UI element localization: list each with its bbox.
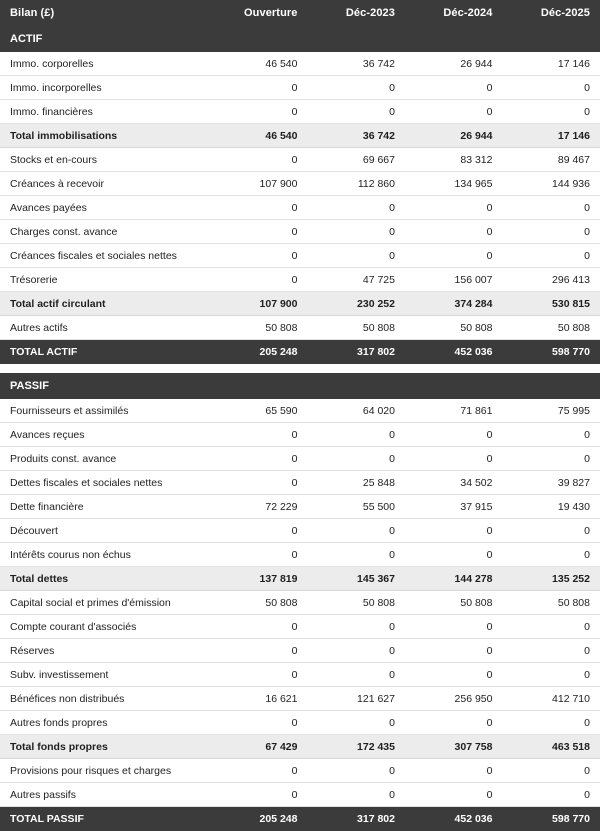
row-label: Total dettes — [0, 567, 210, 591]
total-row — [0, 340, 600, 364]
row-value-1: 112 860 — [308, 172, 406, 196]
row-value-0: 65 590 — [210, 399, 308, 423]
row-value-0: 0 — [210, 471, 308, 495]
table-header — [0, 0, 600, 26]
row-value-1: 0 — [308, 447, 406, 471]
row-value-3: 135 252 — [503, 567, 600, 591]
row-value-0: 50 808 — [210, 591, 308, 615]
table-row — [0, 244, 600, 268]
row-value-1: 0 — [308, 220, 406, 244]
table-row — [0, 172, 600, 196]
row-value-3: 0 — [503, 100, 600, 124]
row-value-2: 83 312 — [405, 148, 503, 172]
row-value-0: 72 229 — [210, 495, 308, 519]
row-value-1: 317 802 — [308, 340, 406, 364]
row-value-1: 25 848 — [308, 471, 406, 495]
row-value-2: 50 808 — [405, 316, 503, 340]
row-label: Créances fiscales et sociales nettes — [0, 244, 210, 268]
table-row — [0, 495, 600, 519]
row-label: TOTAL PASSIF — [0, 807, 210, 831]
table-row — [0, 519, 600, 543]
row-value-1: 145 367 — [308, 567, 406, 591]
row-value-2 — [405, 373, 503, 399]
row-value-1: 0 — [308, 423, 406, 447]
row-value-0: 50 808 — [210, 316, 308, 340]
row-value-2: 144 278 — [405, 567, 503, 591]
table-row — [0, 759, 600, 783]
header-label: Bilan (£) — [0, 0, 210, 26]
subtotal-row — [0, 292, 600, 316]
row-value-0: 107 900 — [210, 292, 308, 316]
row-value-1: 0 — [308, 639, 406, 663]
row-value-2: 26 944 — [405, 124, 503, 148]
row-value-0: 67 429 — [210, 735, 308, 759]
row-label: Avances payées — [0, 196, 210, 220]
table-row — [0, 399, 600, 423]
table-row — [0, 447, 600, 471]
row-value-2: 0 — [405, 196, 503, 220]
row-value-2: 0 — [405, 423, 503, 447]
row-value-2: 374 284 — [405, 292, 503, 316]
row-value-3: 0 — [503, 783, 600, 807]
row-value-3: 530 815 — [503, 292, 600, 316]
row-value-1: 36 742 — [308, 124, 406, 148]
row-label: Total immobilisations — [0, 124, 210, 148]
row-value-3: 0 — [503, 639, 600, 663]
row-value-1: 0 — [308, 615, 406, 639]
row-value-0: 46 540 — [210, 124, 308, 148]
row-value-0 — [210, 26, 308, 52]
row-label: Autres fonds propres — [0, 711, 210, 735]
row-label: Subv. investissement — [0, 663, 210, 687]
row-label: Trésorerie — [0, 268, 210, 292]
row-label: Autres actifs — [0, 316, 210, 340]
header-row — [0, 0, 600, 26]
row-value-2: 0 — [405, 615, 503, 639]
row-value-3: 0 — [503, 76, 600, 100]
row-value-0: 107 900 — [210, 172, 308, 196]
row-label: Découvert — [0, 519, 210, 543]
row-value-3: 0 — [503, 447, 600, 471]
row-label: Total fonds propres — [0, 735, 210, 759]
row-label: Compte courant d'associés — [0, 615, 210, 639]
row-value-0: 0 — [210, 196, 308, 220]
row-label: ACTIF — [0, 26, 210, 52]
row-value-3: 89 467 — [503, 148, 600, 172]
row-value-3: 0 — [503, 543, 600, 567]
row-value-2: 0 — [405, 543, 503, 567]
table-row — [0, 76, 600, 100]
row-value-0: 0 — [210, 759, 308, 783]
row-value-1: 0 — [308, 759, 406, 783]
row-label: Immo. corporelles — [0, 52, 210, 76]
row-value-3: 50 808 — [503, 591, 600, 615]
table-row — [0, 615, 600, 639]
row-value-2: 0 — [405, 783, 503, 807]
table-row — [0, 639, 600, 663]
row-value-2: 0 — [405, 76, 503, 100]
row-label: Stocks et en-cours — [0, 148, 210, 172]
header-col-0: Ouverture — [210, 0, 308, 26]
row-value-3: 39 827 — [503, 471, 600, 495]
row-value-0: 0 — [210, 423, 308, 447]
row-value-3: 0 — [503, 196, 600, 220]
row-value-3: 0 — [503, 759, 600, 783]
table-row — [0, 711, 600, 735]
row-label: Charges const. avance — [0, 220, 210, 244]
row-label: TOTAL ACTIF — [0, 340, 210, 364]
row-label: Créances à recevoir — [0, 172, 210, 196]
subtotal-row — [0, 567, 600, 591]
row-value-2: 0 — [405, 220, 503, 244]
row-value-1: 0 — [308, 244, 406, 268]
row-value-3: 0 — [503, 711, 600, 735]
table-row — [0, 543, 600, 567]
section-header-row — [0, 26, 600, 52]
row-value-3: 75 995 — [503, 399, 600, 423]
row-value-1: 0 — [308, 196, 406, 220]
row-label: PASSIF — [0, 373, 210, 399]
row-value-0: 0 — [210, 148, 308, 172]
row-value-0: 0 — [210, 783, 308, 807]
table-row — [0, 148, 600, 172]
row-value-3: 144 936 — [503, 172, 600, 196]
row-value-1: 0 — [308, 711, 406, 735]
row-value-2: 0 — [405, 663, 503, 687]
row-value-1: 172 435 — [308, 735, 406, 759]
row-value-1: 50 808 — [308, 591, 406, 615]
table-row — [0, 687, 600, 711]
header-col-3: Déc-2025 — [503, 0, 600, 26]
row-value-1: 0 — [308, 519, 406, 543]
row-value-0: 0 — [210, 100, 308, 124]
row-value-2: 156 007 — [405, 268, 503, 292]
row-value-2: 34 502 — [405, 471, 503, 495]
row-value-1: 0 — [308, 543, 406, 567]
table-row — [0, 196, 600, 220]
row-value-1 — [308, 26, 406, 52]
subtotal-row — [0, 735, 600, 759]
row-value-2: 0 — [405, 447, 503, 471]
row-value-3: 463 518 — [503, 735, 600, 759]
row-value-2: 256 950 — [405, 687, 503, 711]
spacer-row — [0, 364, 600, 374]
row-value-2: 37 915 — [405, 495, 503, 519]
row-label: Total actif circulant — [0, 292, 210, 316]
table-row — [0, 220, 600, 244]
row-value-2 — [405, 26, 503, 52]
row-value-0: 0 — [210, 519, 308, 543]
row-label: Capital social et primes d'émission — [0, 591, 210, 615]
row-value-0: 0 — [210, 711, 308, 735]
row-value-0: 0 — [210, 76, 308, 100]
row-value-0: 46 540 — [210, 52, 308, 76]
row-label: Dettes fiscales et sociales nettes — [0, 471, 210, 495]
row-label: Avances reçues — [0, 423, 210, 447]
row-value-3: 19 430 — [503, 495, 600, 519]
row-value-1: 230 252 — [308, 292, 406, 316]
row-value-3: 0 — [503, 423, 600, 447]
row-value-1: 0 — [308, 663, 406, 687]
row-value-2: 0 — [405, 759, 503, 783]
row-label: Dette financière — [0, 495, 210, 519]
row-value-2: 0 — [405, 519, 503, 543]
row-label: Réserves — [0, 639, 210, 663]
row-value-1: 50 808 — [308, 316, 406, 340]
table-row — [0, 52, 600, 76]
row-value-0: 0 — [210, 220, 308, 244]
row-value-1 — [308, 373, 406, 399]
row-value-3: 296 413 — [503, 268, 600, 292]
row-label: Fournisseurs et assimilés — [0, 399, 210, 423]
table-row — [0, 423, 600, 447]
row-value-2: 0 — [405, 244, 503, 268]
row-value-3: 50 808 — [503, 316, 600, 340]
row-value-0: 0 — [210, 268, 308, 292]
row-value-3: 0 — [503, 244, 600, 268]
header-col-2: Déc-2024 — [405, 0, 503, 26]
table-row — [0, 316, 600, 340]
table-row — [0, 783, 600, 807]
row-value-3 — [503, 26, 600, 52]
row-value-0: 205 248 — [210, 807, 308, 831]
row-value-0: 0 — [210, 615, 308, 639]
row-value-2: 307 758 — [405, 735, 503, 759]
row-label: Immo. incorporelles — [0, 76, 210, 100]
table-row — [0, 268, 600, 292]
row-value-2: 0 — [405, 639, 503, 663]
row-value-3: 0 — [503, 220, 600, 244]
row-value-1: 121 627 — [308, 687, 406, 711]
row-value-3: 412 710 — [503, 687, 600, 711]
subtotal-row — [0, 124, 600, 148]
row-value-1: 0 — [308, 76, 406, 100]
row-value-2: 452 036 — [405, 807, 503, 831]
spacer-cell — [0, 364, 600, 374]
row-value-0: 0 — [210, 663, 308, 687]
row-value-1: 36 742 — [308, 52, 406, 76]
total-row — [0, 807, 600, 831]
row-value-0: 0 — [210, 447, 308, 471]
row-value-3: 598 770 — [503, 807, 600, 831]
row-value-0: 137 819 — [210, 567, 308, 591]
table-row — [0, 591, 600, 615]
table-row — [0, 663, 600, 687]
row-value-0 — [210, 373, 308, 399]
row-value-1: 47 725 — [308, 268, 406, 292]
row-value-1: 0 — [308, 100, 406, 124]
row-value-1: 69 667 — [308, 148, 406, 172]
table-row — [0, 100, 600, 124]
row-value-0: 16 621 — [210, 687, 308, 711]
row-label: Immo. financières — [0, 100, 210, 124]
row-value-2: 26 944 — [405, 52, 503, 76]
row-label: Intérêts courus non échus — [0, 543, 210, 567]
table-row — [0, 471, 600, 495]
row-value-1: 0 — [308, 783, 406, 807]
row-value-0: 0 — [210, 543, 308, 567]
row-value-3: 0 — [503, 615, 600, 639]
header-col-1: Déc-2023 — [308, 0, 406, 26]
row-value-0: 0 — [210, 244, 308, 268]
section-header-row — [0, 373, 600, 399]
row-label: Autres passifs — [0, 783, 210, 807]
row-value-2: 71 861 — [405, 399, 503, 423]
row-value-3: 0 — [503, 663, 600, 687]
row-label: Produits const. avance — [0, 447, 210, 471]
row-value-0: 0 — [210, 639, 308, 663]
row-value-1: 64 020 — [308, 399, 406, 423]
row-value-2: 0 — [405, 711, 503, 735]
row-value-2: 452 036 — [405, 340, 503, 364]
row-value-2: 0 — [405, 100, 503, 124]
row-value-3: 17 146 — [503, 52, 600, 76]
row-value-3: 17 146 — [503, 124, 600, 148]
row-value-0: 205 248 — [210, 340, 308, 364]
row-value-1: 317 802 — [308, 807, 406, 831]
row-value-2: 134 965 — [405, 172, 503, 196]
row-value-2: 50 808 — [405, 591, 503, 615]
row-value-3: 598 770 — [503, 340, 600, 364]
row-label: Provisions pour risques et charges — [0, 759, 210, 783]
row-value-3: 0 — [503, 519, 600, 543]
row-label: Bénéfices non distribués — [0, 687, 210, 711]
table-body — [0, 26, 600, 831]
row-value-1: 55 500 — [308, 495, 406, 519]
row-value-3 — [503, 373, 600, 399]
